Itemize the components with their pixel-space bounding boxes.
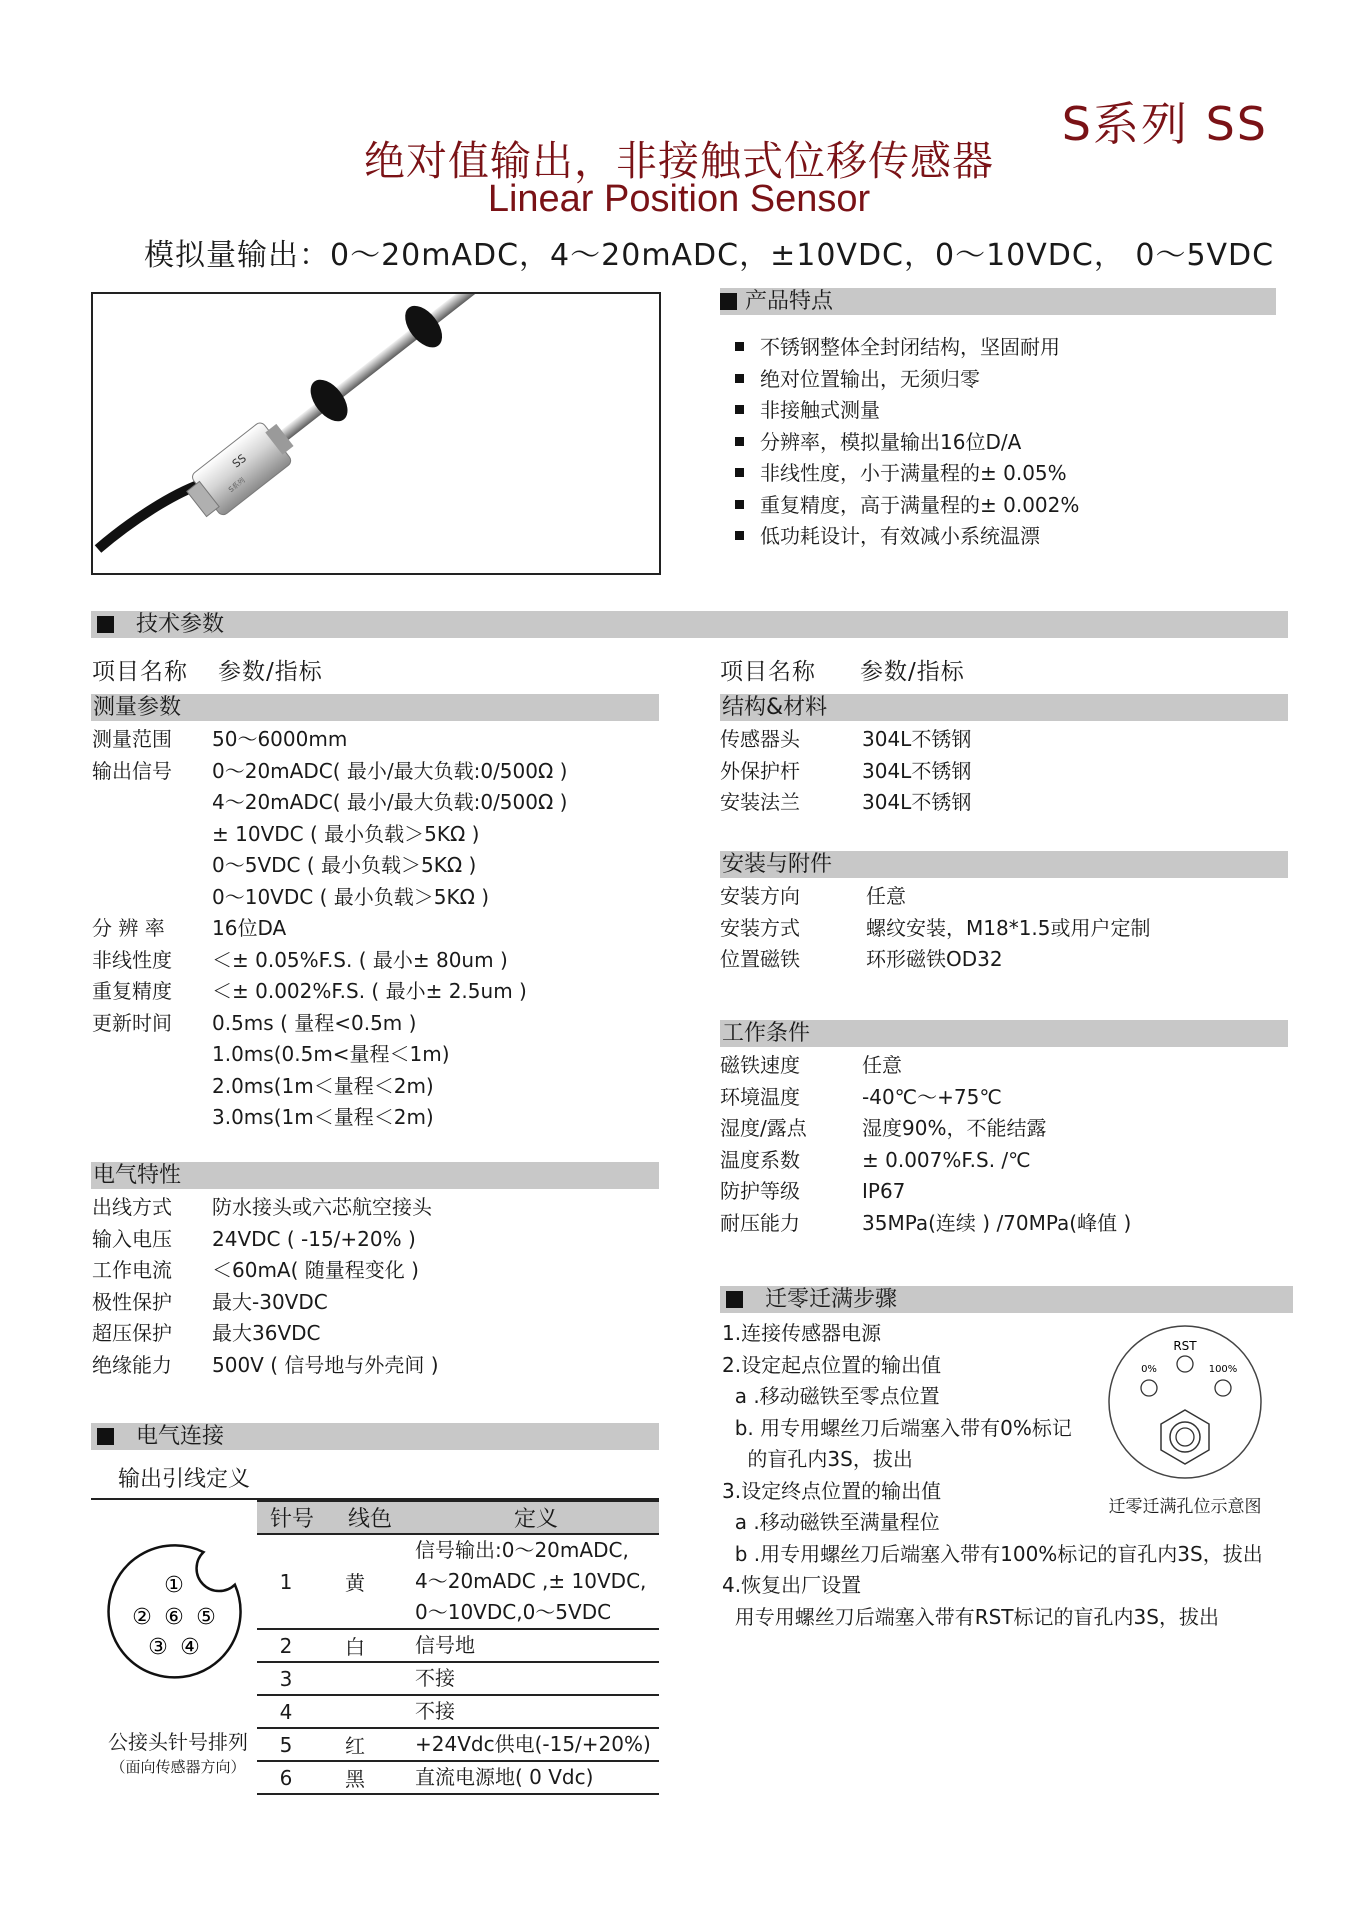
hex-connector-icon [1161, 1410, 1209, 1464]
analog-output-line: 模拟量输出：0～20mADC，4～20mADC，±10VDC，0～10VDC， 0～5VDC [144, 238, 1275, 273]
param-row [92, 756, 652, 786]
pin-row [257, 1761, 659, 1794]
connector-subcaption: （面向传感器方向） [110, 1758, 246, 1776]
pin-table-header: 针号 线色 定义 [257, 1501, 659, 1534]
param-label: 工作电流 [92, 1258, 172, 1282]
param-label: 分 辨 率 [92, 916, 165, 940]
pin-definition-line: 信号输出:0～20mADC, [415, 1538, 629, 1562]
param-row [720, 724, 1280, 754]
pin-glyph-1: ① [164, 1573, 184, 1598]
param-value: 50～6000mm [212, 727, 348, 751]
param-value: 最大-30VDC [212, 1289, 328, 1314]
measure-header: 测量参数 [91, 694, 659, 721]
pin-definition-line: +24Vdc供电(-15/+20%) [415, 1732, 651, 1756]
param-row [720, 1208, 1280, 1238]
pin-definition-line: 信号地 [415, 1633, 475, 1657]
param-value: 螺纹安装，M18*1.5或用户定制 [866, 915, 1151, 940]
param-row [92, 1255, 652, 1285]
zeroing-step: b. 用专用螺丝刀后端塞入带有0%标记 [722, 1415, 1072, 1440]
param-row [720, 756, 1280, 786]
features-header: 产品特点 [720, 288, 1276, 315]
param-label: 输入电压 [92, 1226, 172, 1251]
param-value: 500V ( 信号地与外壳间 ) [212, 1352, 439, 1377]
param-value: 环形磁铁OD32 [866, 947, 1003, 971]
param-row [720, 944, 1280, 974]
pin-row [257, 1629, 659, 1662]
connector-caption: 公接头针号排列 [108, 1730, 248, 1754]
pin-number: 6 [257, 1761, 327, 1794]
param-row [92, 1224, 652, 1254]
param-value: 0～5VDC ( 最小负载＞5KΩ ) [212, 853, 477, 877]
pin-number: 1 [257, 1534, 327, 1629]
param-label: 安装方式 [720, 915, 800, 940]
param-row [92, 850, 652, 880]
pin-number: 3 [257, 1662, 327, 1695]
param-label: 磁铁速度 [720, 1053, 800, 1077]
feature-item: 非线性度，小于满量程的± 0.05% [735, 458, 1079, 490]
rst-label: RST [1173, 1339, 1197, 1353]
param-value: 湿度90%，不能结露 [862, 1116, 1047, 1140]
param-row [92, 913, 652, 943]
param-value: 24VDC ( -15/+20% ) [212, 1226, 416, 1251]
param-value: 35MPa(连续 ) /70MPa(峰值 ) [862, 1210, 1132, 1235]
param-row [720, 881, 1280, 911]
wire-color [327, 1662, 413, 1695]
param-row [92, 976, 652, 1006]
param-value: ＜60mA( 随量程变化 ) [212, 1258, 419, 1282]
feature-item: 非接触式测量 [735, 395, 1079, 427]
features-list [735, 332, 1079, 553]
head-label: SS [229, 451, 249, 471]
param-value: ＜± 0.002%F.S. ( 最小± 2.5um ) [212, 979, 527, 1003]
zeroing-step: 用专用螺丝刀后端塞入带有RST标记的盲孔内3S，拔出 [722, 1604, 1219, 1629]
param-label: 非线性度 [92, 947, 172, 972]
pin-number: 4 [257, 1695, 327, 1728]
param-row [92, 882, 652, 912]
param-value: 304L不锈钢 [862, 758, 972, 783]
param-label: 外保护杆 [720, 758, 800, 783]
wire-color: 黄 [327, 1534, 413, 1629]
tech-header: 技术参数 [91, 611, 1288, 638]
pin-definition [413, 1662, 659, 1695]
pin-glyph-5: ⑤ [196, 1605, 216, 1630]
param-value: 最大36VDC [212, 1321, 321, 1345]
param-value: 16位DA [212, 916, 287, 940]
zeroing-header: 迁零迁满步骤 [720, 1286, 1293, 1313]
param-value: 304L不锈钢 [862, 790, 972, 814]
head-sublabel: S系列 [227, 476, 247, 495]
structure-header: 结构&材料 [720, 694, 1288, 721]
feature-item: 绝对位置输出，无须归零 [735, 364, 1079, 396]
param-label: 输出信号 [92, 758, 172, 783]
pin-row [257, 1662, 659, 1695]
param-row [720, 1113, 1280, 1143]
zeroing-step: 的盲孔内3S，拔出 [722, 1447, 913, 1471]
param-value: 0～10VDC ( 最小负载＞5KΩ ) [212, 884, 490, 909]
param-label: 出线方式 [92, 1195, 172, 1219]
feature-item: 重复精度，高于满量程的± 0.002% [735, 490, 1079, 522]
param-row [720, 1145, 1280, 1175]
zeroing-step: 1.连接传感器电源 [722, 1321, 882, 1345]
param-label: 耐压能力 [720, 1210, 800, 1235]
wire-color: 黑 [327, 1761, 413, 1794]
param-label: 环境温度 [720, 1084, 800, 1109]
wire-color: 白 [327, 1629, 413, 1662]
param-label: 重复精度 [92, 979, 172, 1003]
pin-definition-line: 直流电源地( 0 Vdc) [415, 1765, 594, 1789]
full-label: 100% [1208, 1364, 1238, 1375]
param-label: 位置磁铁 [720, 947, 800, 971]
param-value: 任意 [862, 1053, 902, 1077]
pin-number: 5 [257, 1728, 327, 1761]
title-english: Linear Position Sensor [487, 178, 871, 220]
pin-glyph-4: ④ [180, 1635, 200, 1660]
rst-hole-icon [1177, 1356, 1193, 1372]
param-value: -40℃～+75℃ [862, 1084, 1002, 1109]
feature-item: 不锈钢整体全封闭结构，坚固耐用 [735, 332, 1079, 364]
param-row [92, 787, 652, 817]
wire-color [327, 1695, 413, 1728]
sensor-rod [266, 294, 604, 451]
param-row [92, 819, 652, 849]
bullet-icon [735, 500, 744, 509]
square-bullet-icon [97, 1428, 114, 1445]
param-row [92, 1039, 652, 1069]
param-value: ± 10VDC ( 最小负载＞5KΩ ) [212, 821, 480, 846]
param-value: 3.0ms(1m＜量程＜2m) [212, 1105, 434, 1129]
pin-glyph-3: ③ [148, 1635, 168, 1660]
param-label: 更新时间 [92, 1010, 172, 1035]
pin-definition [413, 1761, 659, 1794]
zero-label: 0% [1141, 1364, 1157, 1375]
pin-row [257, 1728, 659, 1761]
param-value: 任意 [866, 884, 906, 908]
pin-definition-table [257, 1500, 659, 1795]
zeroing-diagram-caption: 迁零迁满孔位示意图 [1108, 1497, 1262, 1517]
param-row [92, 1318, 652, 1348]
bullet-icon [735, 405, 744, 414]
param-row [720, 1082, 1280, 1112]
param-value: IP67 [862, 1179, 906, 1203]
param-value: ± 0.007%F.S. /℃ [862, 1147, 1031, 1172]
param-row [720, 1176, 1280, 1206]
pin-definition-line: 0～10VDC,0～5VDC [415, 1600, 612, 1624]
full-hole-icon [1215, 1380, 1231, 1396]
param-row [720, 1050, 1280, 1080]
electrical-header: 电气特性 [91, 1162, 659, 1189]
column-header-left: 项目名称 参数/指标 [92, 659, 323, 685]
param-label: 绝缘能力 [92, 1352, 172, 1377]
bullet-icon [735, 531, 744, 540]
cable [98, 484, 201, 549]
pin-glyph-6: ⑥ [164, 1605, 184, 1630]
param-value: 0.5ms ( 量程<0.5m ) [212, 1010, 417, 1035]
param-row [92, 1102, 652, 1132]
pin-row [257, 1534, 659, 1629]
connection-subtitle: 输出引线定义 [118, 1467, 251, 1492]
zero-hole-icon [1141, 1380, 1157, 1396]
param-label: 安装方向 [720, 884, 800, 908]
pin-glyph-2: ② [132, 1605, 152, 1630]
param-row [92, 945, 652, 975]
param-row [92, 1071, 652, 1101]
product-photo [91, 292, 661, 575]
param-label: 超压保护 [92, 1321, 172, 1345]
param-value: 防水接头或六芯航空接头 [212, 1195, 432, 1219]
column-header-right: 项目名称 参数/指标 [720, 659, 965, 685]
param-row [720, 787, 1280, 817]
wire-color: 红 [327, 1728, 413, 1761]
conditions-header: 工作条件 [720, 1020, 1288, 1047]
pin-definition-line: 4～20mADC ,± 10VDC, [415, 1569, 647, 1593]
param-row [92, 1287, 652, 1317]
param-label: 安装法兰 [720, 790, 800, 814]
param-label: 湿度/露点 [720, 1116, 807, 1140]
zeroing-step: b .用专用螺丝刀后端塞入带有100%标记的盲孔内3S，拔出 [722, 1541, 1263, 1566]
param-label: 传感器头 [720, 727, 800, 751]
title-chinese: 绝对值输出，非接触式位移传感器 [364, 137, 994, 185]
bullet-icon [735, 468, 744, 477]
pin-definition [413, 1695, 659, 1728]
param-label: 测量范围 [92, 727, 172, 751]
pin-definition-line: 不接 [415, 1699, 455, 1723]
feature-item: 分辨率，模拟量输出16位D/A [735, 427, 1079, 459]
param-label: 极性保护 [92, 1289, 172, 1314]
square-bullet-icon [726, 1291, 743, 1308]
pin-row [257, 1695, 659, 1728]
param-value: 4～20mADC( 最小/最大负载:0/500Ω ) [212, 790, 568, 814]
zeroing-hole-diagram [1105, 1322, 1265, 1482]
param-row [92, 1192, 652, 1222]
param-value: 1.0ms(0.5m<量程＜1m) [212, 1042, 450, 1066]
bullet-icon [735, 374, 744, 383]
zeroing-step: 2.设定起点位置的输出值 [722, 1352, 942, 1377]
zeroing-step: a .移动磁铁至零点位置 [722, 1384, 940, 1408]
series-label: S系列 SS [1061, 97, 1268, 151]
param-value: ＜± 0.05%F.S. ( 最小± 80um ) [212, 947, 508, 972]
param-value: 304L不锈钢 [862, 727, 972, 751]
bullet-icon [735, 342, 744, 351]
zeroing-step: 4.恢复出厂设置 [722, 1573, 862, 1597]
param-label: 温度系数 [720, 1147, 800, 1172]
param-row [92, 724, 652, 754]
param-row [720, 913, 1280, 943]
connector-pinout-diagram [104, 1542, 244, 1682]
param-row [92, 1008, 652, 1038]
pin-definition-line: 不接 [415, 1666, 455, 1690]
zeroing-step: a .移动磁铁至满量程位 [722, 1510, 940, 1534]
pin-definition [413, 1629, 659, 1662]
bullet-icon [735, 437, 744, 446]
zeroing-step: 3.设定终点位置的输出值 [722, 1478, 942, 1503]
square-bullet-icon [720, 293, 737, 310]
param-row [92, 1350, 652, 1380]
connection-header: 电气连接 [91, 1423, 659, 1450]
param-label: 防护等级 [720, 1179, 800, 1203]
feature-item: 低功耗设计，有效减小系统温漂 [735, 521, 1079, 553]
pin-definition [413, 1534, 659, 1629]
pin-definition [413, 1728, 659, 1761]
param-value: 0～20mADC( 最小/最大负载:0/500Ω ) [212, 758, 568, 783]
square-bullet-icon [97, 616, 114, 633]
sensor-illustration [93, 294, 659, 573]
param-value: 2.0ms(1m＜量程＜2m) [212, 1073, 434, 1098]
pin-number: 2 [257, 1629, 327, 1662]
install-header: 安装与附件 [720, 851, 1288, 878]
